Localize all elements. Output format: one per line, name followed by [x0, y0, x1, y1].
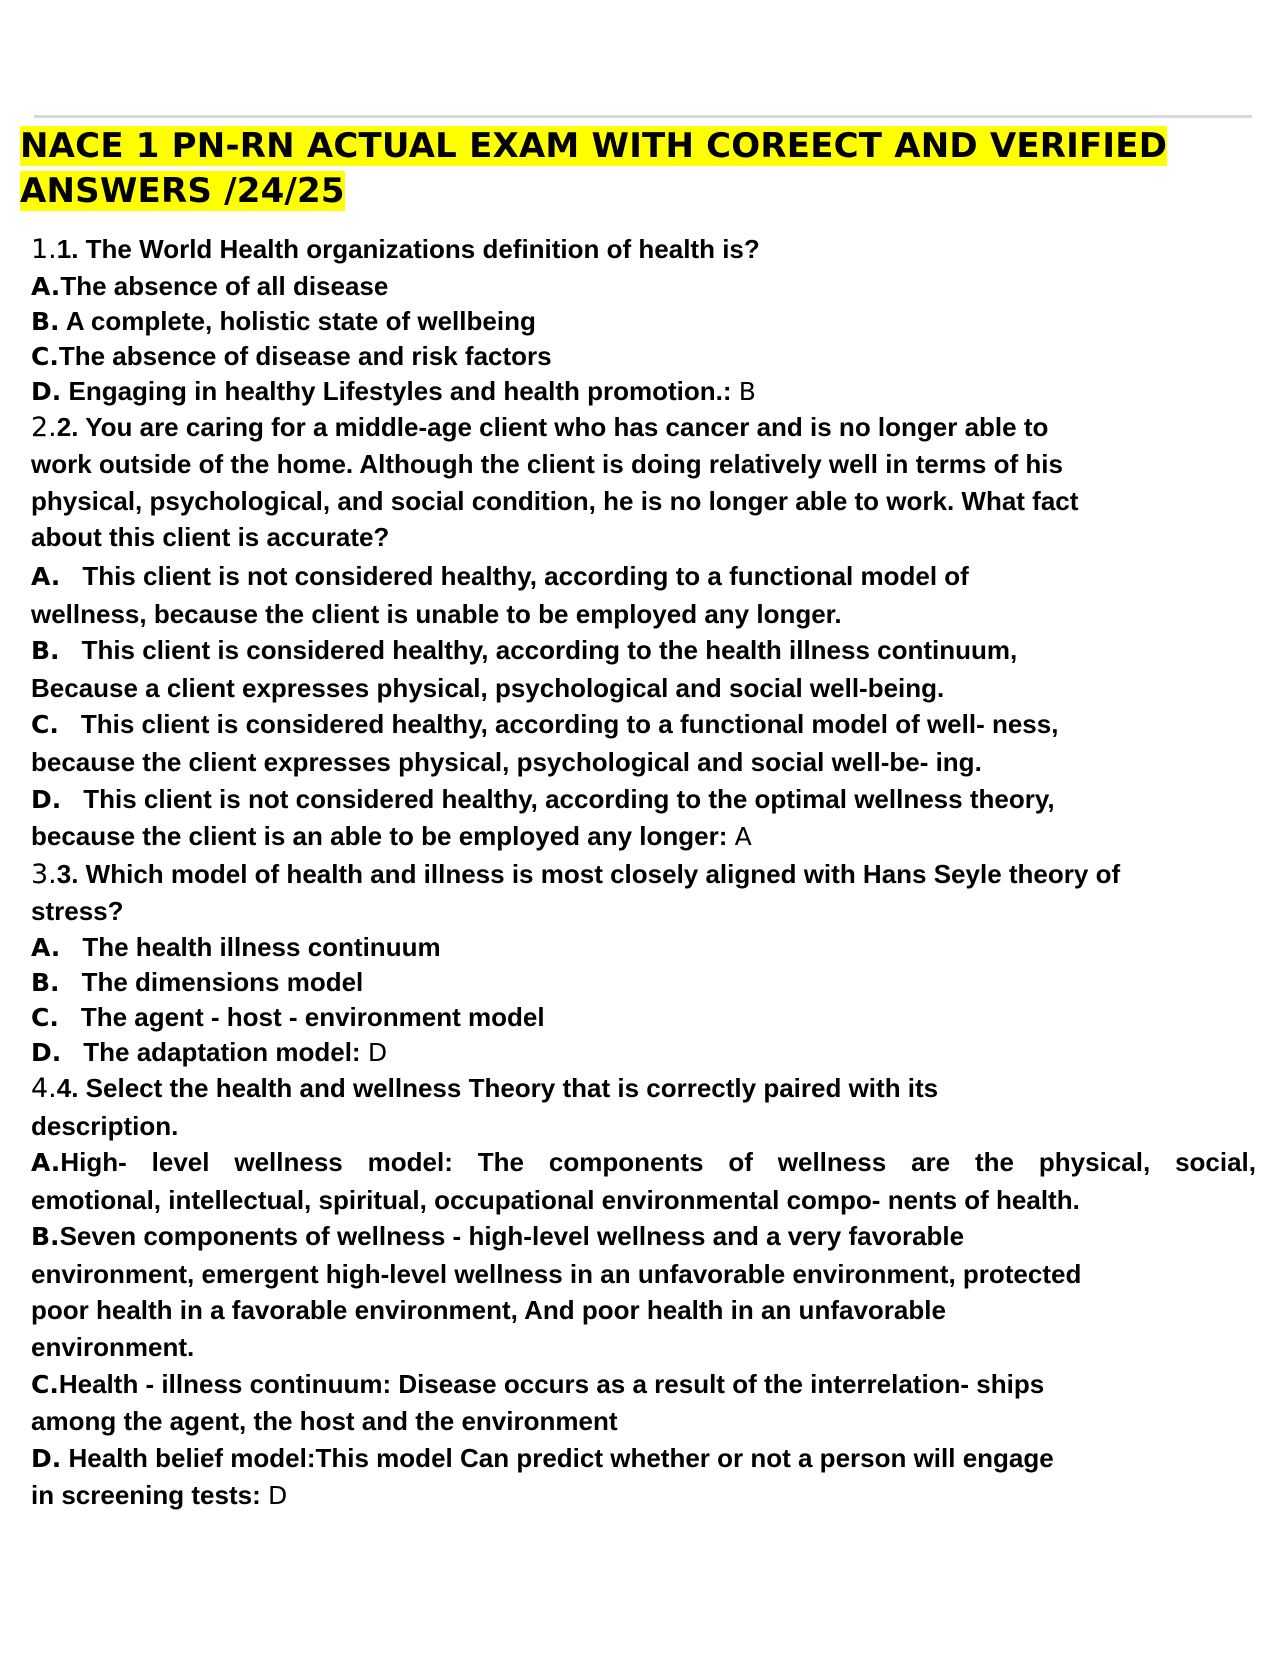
option-letter: A. — [31, 271, 61, 301]
option-text-line: emotional, intellectual, spiritual, occupational environmental compo- nents of health. — [31, 1184, 1080, 1215]
question-stem — [31, 409, 1256, 447]
correct-answer: B — [738, 376, 756, 406]
option-letter: A. — [31, 1148, 61, 1178]
option-text: The health illness continuum — [82, 931, 441, 962]
option-d — [31, 781, 1256, 856]
option-c — [31, 1000, 1256, 1035]
option-letter: A. — [31, 932, 61, 962]
title-line-2: ANSWERS /24/25 — [20, 171, 345, 211]
option-b — [31, 304, 1256, 339]
option-a — [31, 269, 1256, 304]
question-list — [31, 234, 1256, 1515]
option-letter: C. — [31, 341, 59, 371]
option-a — [31, 930, 1256, 965]
question-text-line: work outside of the home. Although the client is doing relatively well in terms of his — [31, 449, 1063, 480]
correct-answer: A — [734, 822, 752, 852]
option-text: This client is considered healthy, according to the health illness continuum, — [81, 635, 1018, 666]
option-b — [31, 632, 1256, 706]
option-letter: D. — [31, 1443, 62, 1473]
option-text: A complete, holistic state of wellbeing — [59, 305, 536, 336]
option-letter: D. — [31, 784, 62, 814]
title-line-1: NACE 1 PN-RN ACTUAL EXAM WITH COREECT AND VERIFIED — [20, 126, 1168, 166]
option-a — [31, 558, 1256, 632]
option-text-line: poor health in a favorable environment, And poor health in an unfavorable — [31, 1295, 946, 1326]
header-divider — [34, 115, 1252, 118]
question-text: 3. Which model of health and illness is most closely aligned with Hans Seyle theory of — [56, 858, 1121, 889]
question-text-line: stress? — [31, 896, 124, 927]
option-text: Health - illness continuum: Disease occurs as a result of the interrelation- ships — [58, 1368, 1045, 1399]
question-stem — [31, 856, 1256, 894]
option-text-line: in screening tests: — [31, 1480, 261, 1511]
option-letter: B. — [31, 636, 60, 666]
question-text-line: physical, psychological, and social condition, he is no longer able to work. What fact — [31, 485, 1079, 516]
correct-answer: D — [367, 1037, 388, 1067]
question-3 — [31, 856, 1256, 1070]
option-text-line: because the client expresses physical, psychological and social well-be- ing. — [31, 746, 982, 777]
option-letter: B. — [31, 967, 60, 997]
question-stem — [31, 1070, 1256, 1108]
option-letter: B. — [31, 1222, 60, 1252]
option-c — [31, 339, 1256, 374]
option-text: The absence of disease and risk factors — [58, 340, 552, 371]
option-c — [31, 1366, 1256, 1440]
question-number: 4. — [31, 1072, 57, 1104]
correct-answer: D — [267, 1481, 288, 1511]
option-c — [31, 706, 1256, 780]
question-text-line: about this client is accurate? — [31, 522, 390, 553]
option-text: Health belief model:This model Can predict whether or not a person will engage — [61, 1442, 1054, 1473]
option-b — [31, 1218, 1256, 1365]
question-text: 1. The World Health organizations definition of health is? — [56, 234, 760, 264]
question-4 — [31, 1070, 1256, 1515]
option-letter: B. — [31, 306, 60, 336]
question-text: 4. Select the health and wellness Theory that is correctly paired with its — [56, 1072, 939, 1103]
option-text: Seven components of wellness - high-level wellness and a very favorable — [59, 1221, 965, 1252]
option-letter: D. — [31, 1037, 62, 1067]
option-text: This client is not considered healthy, according to the optimal wellness theory, — [83, 783, 1055, 814]
option-letter: C. — [31, 1002, 59, 1032]
option-text-line: Because a client expresses physical, psychological and social well-being. — [31, 672, 945, 703]
option-b — [31, 965, 1256, 1000]
option-text: Engaging in healthy Lifestyles and health promotion.: — [61, 375, 732, 406]
option-text: This client is considered healthy, according to a functional model of well- ness, — [80, 709, 1059, 740]
option-letter: A. — [31, 561, 61, 591]
option-text-line: environment, emergent high-level wellness in an unfavorable environment, protected — [31, 1258, 1082, 1289]
question-text-line: description. — [31, 1110, 179, 1141]
question-1 — [31, 231, 1256, 409]
option-text-line: wellness, because the client is unable to be employed any longer. — [31, 598, 842, 629]
option-text-line: among the agent, the host and the environment — [31, 1406, 618, 1437]
option-text: High- level wellness model: The components of wellness are the physical, social, — [60, 1147, 1256, 1178]
option-d — [31, 1035, 1256, 1070]
option-text-line: environment. — [31, 1332, 195, 1363]
option-a — [31, 1144, 1256, 1218]
question-number: 3. — [31, 858, 57, 890]
document-title — [20, 124, 1270, 214]
option-text: The adaptation model: — [83, 1036, 361, 1067]
option-text: This client is not considered healthy, according to a functional model of — [82, 560, 969, 591]
question-number: 2. — [31, 411, 57, 443]
question-text: 2. You are caring for a middle-age client who has cancer and is no longer able to — [56, 411, 1049, 442]
option-d — [31, 1440, 1256, 1515]
option-letter: D. — [31, 376, 62, 406]
option-text: The agent - host - environment model — [80, 1001, 545, 1032]
option-d — [31, 374, 1256, 409]
option-text-line: because the client is an able to be employed any longer: — [31, 821, 728, 852]
option-text: The absence of all disease — [60, 270, 389, 301]
option-letter: C. — [31, 710, 59, 740]
question-2 — [31, 409, 1256, 856]
option-letter: C. — [31, 1369, 59, 1399]
question-number: 1. — [31, 234, 57, 265]
option-text: The dimensions model — [81, 966, 364, 997]
question-stem — [31, 231, 1256, 269]
